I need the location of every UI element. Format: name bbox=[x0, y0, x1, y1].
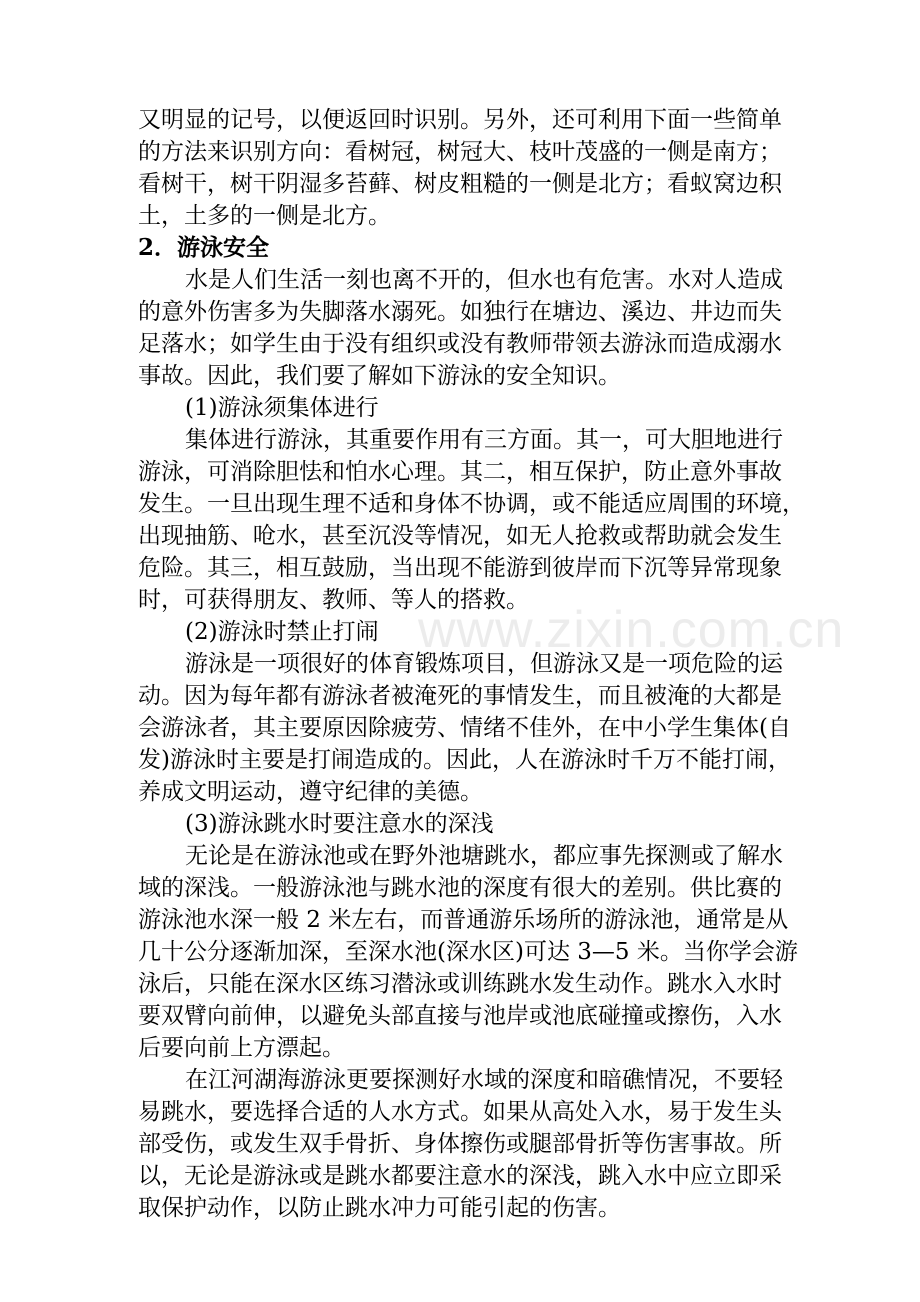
text-line: 在江河湖海游泳更要探测好水域的深度和暗礁情况，不要轻 bbox=[185, 1067, 783, 1093]
watermark: www.zixin.com.cn bbox=[418, 601, 845, 659]
text-line: 游泳池水深一般 2 米左右，而普通游乐场所的游泳池，通常是从 bbox=[138, 907, 789, 933]
document-body bbox=[138, 104, 805, 1224]
text-line: 足落水；如学生由于没有组织或没有教师带领去游泳而造成溺水 bbox=[138, 331, 782, 357]
text-line: (3)游泳跳水时要注意水的深浅 bbox=[185, 811, 494, 837]
text-line: 无论是在游泳池或在野外池塘跳水，都应事先探测或了解水 bbox=[185, 843, 783, 869]
text-line: 的方法来识别方向：看树冠，树冠大、枝叶茂盛的一侧是南方； bbox=[138, 139, 782, 165]
text-line: 事故。因此，我们要了解如下游泳的安全知识。 bbox=[138, 363, 621, 389]
section-heading: 2．游泳安全 bbox=[138, 234, 270, 261]
text-line: 发生。一旦出现生理不适和身体不协调，或不能适应周围的环境， bbox=[138, 491, 805, 517]
text-line: 游泳是一项很好的体育锻炼项目，但游泳又是一项危险的运 bbox=[185, 651, 783, 677]
text-line: 水是人们生活一刻也离不开的，但水也有危害。水对人造成 bbox=[185, 267, 783, 293]
text-line: 土，土多的一侧是北方。 bbox=[138, 203, 391, 229]
text-line: 要双臂向前伸，以避免头部直接与池岸或池底碰撞或擦伤，入水 bbox=[138, 1003, 782, 1029]
text-line: 泳后，只能在深水区练习潜泳或训练跳水发生动作。跳水入水时 bbox=[138, 971, 782, 997]
text-line: 几十公分逐渐加深，至深水池(深水区)可达 3—5 米。当你学会游 bbox=[138, 939, 798, 965]
text-line: (2)游泳时禁止打闹 bbox=[185, 619, 379, 645]
text-line: 易跳水，要选择合适的人水方式。如果从高处入水，易于发生头 bbox=[138, 1099, 782, 1125]
text-line: (1)游泳须集体进行 bbox=[185, 395, 379, 421]
text-line: 后要向前上方漂起。 bbox=[138, 1035, 345, 1061]
text-line: 游泳，可消除胆怯和怕水心理。其二，相互保护，防止意外事故 bbox=[138, 459, 782, 485]
text-line: 又明显的记号，以便返回时识别。另外，还可利用下面一些简单 bbox=[138, 107, 782, 133]
text-line: 出现抽筋、呛水，甚至沉没等情况，如无人抢救或帮助就会发生 bbox=[138, 523, 782, 549]
text-line: 时，可获得朋友、教师、等人的搭救。 bbox=[138, 587, 529, 613]
text-line: 域的深浅。一般游泳池与跳水池的深度有很大的差别。供比赛的 bbox=[138, 875, 782, 901]
text-line: 集体进行游泳，其重要作用有三方面。其一，可大胆地进行 bbox=[185, 427, 783, 453]
text-line: 动。因为每年都有游泳者被淹死的事情发生，而且被淹的大都是 bbox=[138, 683, 782, 709]
text-line: 部受伤，或发生双手骨折、身体擦伤或腿部骨折等伤害事故。所 bbox=[138, 1131, 782, 1157]
text-line: 以，无论是游泳或是跳水都要注意水的深浅，跳入水中应立即采 bbox=[138, 1163, 782, 1189]
text-line: 发)游泳时主要是打闹造成的。因此，人在游泳时千万不能打闹， bbox=[138, 747, 791, 773]
text-line: 会游泳者，其主要原因除疲劳、情绪不佳外，在中小学生集体(自 bbox=[138, 715, 791, 741]
text-line: 的意外伤害多为失脚落水溺死。如独行在塘边、溪边、井边而失 bbox=[138, 299, 782, 325]
text-line: 取保护动作，以防止跳水冲力可能引起的伤害。 bbox=[138, 1195, 621, 1221]
text-line: 养成文明运动，遵守纪律的美德。 bbox=[138, 779, 483, 805]
text-line: 看树干，树干阴湿多苔藓、树皮粗糙的一侧是北方；看蚁窝边积 bbox=[138, 171, 782, 197]
text-line: 危险。其三，相互鼓励，当出现不能游到彼岸而下沉等异常现象 bbox=[138, 555, 782, 581]
